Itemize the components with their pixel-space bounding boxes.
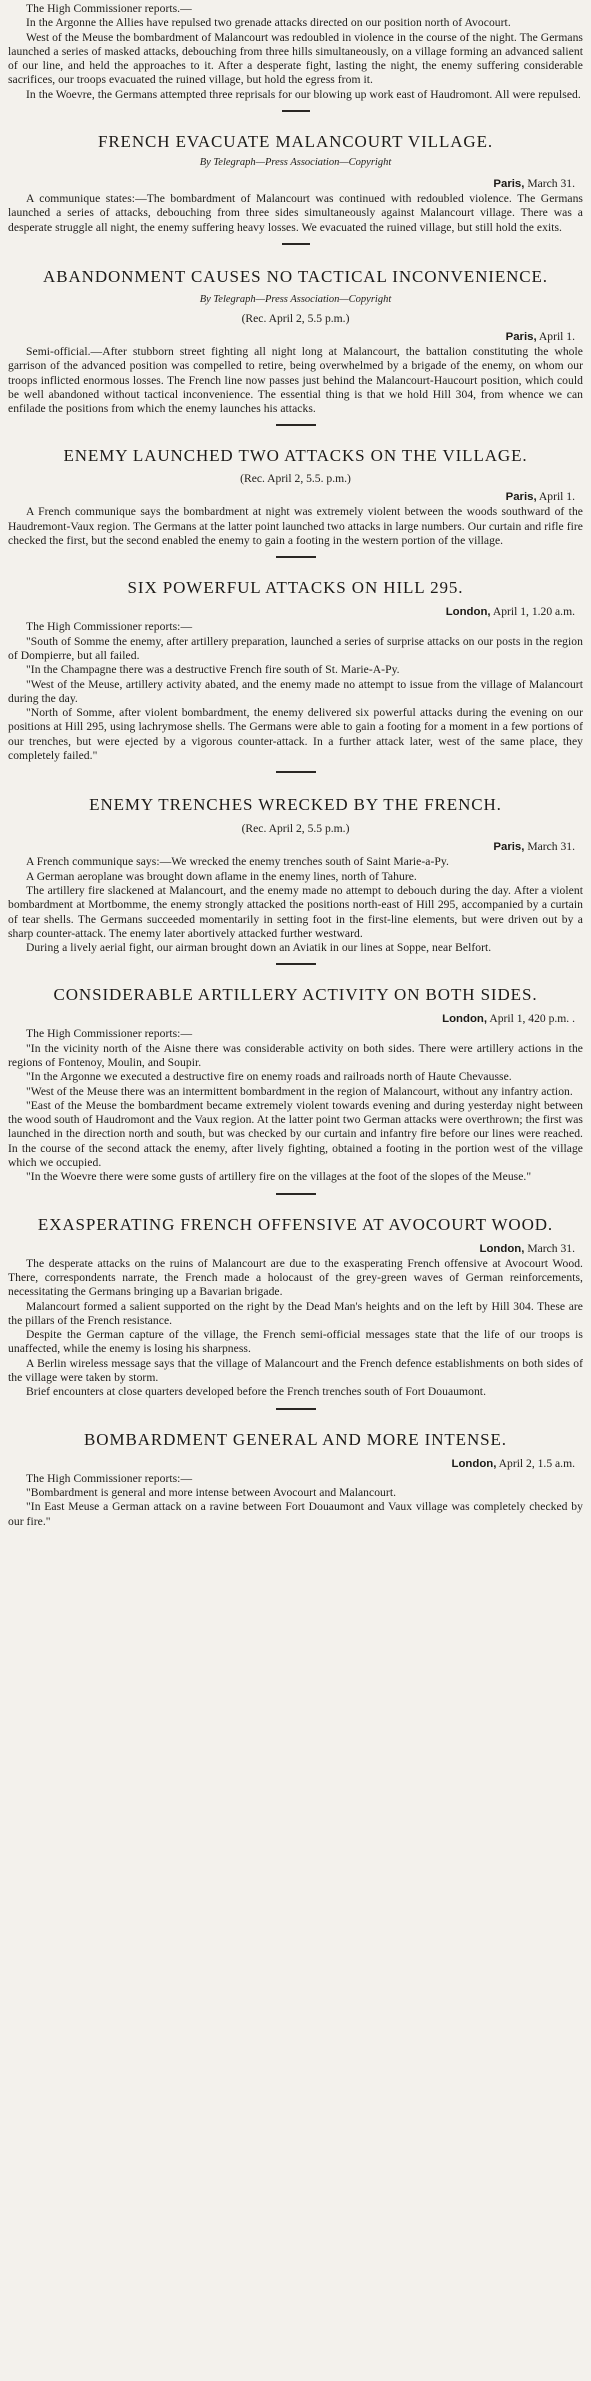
article-trenches-wrecked (8, 795, 583, 965)
article-paragraph: Despite the German capture of the village, the French semi-official messages state that the life of our troops is unaffected, while the enemy is losing his sharpness. (8, 1328, 583, 1356)
section-divider (276, 1408, 316, 1410)
dateline-date: April 1. (538, 329, 575, 343)
article-abandonment (8, 267, 583, 426)
article-paragraph: "In the Argonne we executed a destructive fire on enemy roads and railroads north of Haute Chevausse. (26, 1070, 512, 1084)
dateline-date: April 2, 1.5 a.m. (498, 1456, 575, 1470)
dateline-place: Paris, (505, 330, 537, 343)
article-dateline (8, 176, 583, 192)
article-headline: FRENCH EVACUATE MALANCOURT VILLAGE. (97, 132, 494, 152)
received-time: (Rec. April 2, 5.5 p.m.) (241, 822, 350, 836)
article-paragraph: Semi-official.—After stubborn street fighting all night long at Malancourt, the battalion constituting the whole garrison of the advanced position was compelled to retire, being overwhelmed by a brigade of the enemy, on whom our troops inflicted enormous losses. The French line now passes just behind the Malancourt-Haucourt position, which could be well abandoned without tactical inconvenience. The essential thing is that we hold Hill 304, from whence we can enfilade the positions from which the enemy launches his attacks. (8, 344, 583, 416)
section-divider (276, 771, 316, 773)
dateline-place: London, (479, 1242, 525, 1255)
dateline-place: London, (451, 1457, 497, 1470)
article-avocourt-report (8, 2, 583, 112)
article-paragraph: The High Commissioner reports.— (26, 2, 192, 15)
article-dateline (8, 1456, 583, 1472)
article-paragraph: Malancourt formed a salient supported on the right by the Dead Man's heights and on the left by Hill 304. These are the pillars of the French resistance. (8, 1299, 583, 1327)
article-paragraph: "East of the Meuse the bombardment became extremely violent towards evening and during yesterday night between the wood south of Haudromont and the Vaux region. At the latter point two German attacks were overthrown; the first was launched in the direction north and south, but was checked by our curtain and infantry fire before our lines were reached. In the course of the second attack the enemy, after lively fighting, obtained a footing in the portion west of the village which we occupied. (8, 1098, 583, 1170)
article-paragraph: "West of the Meuse, artillery activity abated, and the enemy made no attempt to issue from the village of Malancourt during the day. (8, 677, 583, 705)
dateline-place: Paris, (505, 491, 537, 504)
dateline-place: Paris, (493, 841, 525, 854)
dateline-date: March 31. (527, 1241, 575, 1255)
section-divider (276, 556, 316, 558)
article-paragraph: The desperate attacks on the ruins of Malancourt are due to the exasperating French offensive at Avocourt Wood. There, correspondents narrate, the French made a holocaust of the grey-green waves of German reinforcements, necessitating the Germans bringing up a Bavarian brigade. (8, 1256, 583, 1299)
dateline-date: April 1, 420 p.m. . (489, 1012, 575, 1026)
section-divider (276, 1193, 316, 1195)
article-paragraph: Brief encounters at close quarters developed before the French trenches south of Fort Douaumont. (26, 1385, 487, 1399)
dateline-date: March 31. (527, 840, 575, 854)
article-paragraph: "North of Somme, after violent bombardment, the enemy delivered six powerful attacks during the evening on our positions at Hill 295, using lachrymose shells. The Germans were able to gain a footing for a moment in a few portions of our trenches, but were ejected by a vigorous counter-attack. In a further attack later, west of the same place, they completely failed." (8, 706, 583, 763)
article-headline: ENEMY TRENCHES WRECKED BY THE FRENCH. (89, 795, 502, 815)
article-paragraph: "In the Woevre there were some gusts of artillery fire on the villages at the foot of the slopes of the Meuse." (26, 1170, 532, 1184)
article-paragraph: In the Argonne the Allies have repulsed two grenade attacks directed on our position north of Avocourt. (26, 16, 511, 30)
article-dateline (8, 489, 583, 505)
article-byline: By Telegraph—Press Association—Copyright (199, 293, 392, 305)
article-paragraph: "West of the Meuse there was an intermittent bombardment in the region of Malancourt, without any infantry action. (26, 1084, 573, 1098)
article-paragraph: "In the Champagne there was a destructive French fire south of St. Marie-A-Py. (26, 663, 400, 677)
article-paragraph: The artillery fire slackened at Malancourt, and the enemy made no attempt to debouch during the day. After a violent bombardment at Mortbomme, the enemy strongly attacked the positions north-east of Hill 295, accompanied by a curtain of tear shells. The Germans succeeded momentarily in setting foot in the first-line elements, but were driven out by a sharp counter-attack. The enemy later abortively attacked further westward. (8, 883, 583, 940)
article-paragraph: The High Commissioner reports:— (26, 620, 193, 634)
article-paragraph: A German aeroplane was brought down aflame in the enemy lines, north of Tahure. (26, 869, 417, 883)
article-paragraph: The High Commissioner reports:— (26, 1471, 193, 1485)
article-headline: SIX POWERFUL ATTACKS ON HILL 295. (127, 578, 464, 598)
article-dateline (8, 604, 583, 620)
article-paragraph: West of the Meuse the bombardment of Malancourt was redoubled in violence in the course of the night. The Germans launched a series of masked attacks, debouching from three hills simultaneously, on a village forming an advanced salient of our line, and held the approaches to it. After a desperate fight, lasting the night, the enemy suffering considerable sacrifices, our troops evacuated the ruined village, but hold the egress from it. (8, 30, 583, 87)
section-divider (282, 110, 310, 112)
article-paragraph: "South of Somme the enemy, after artillery preparation, launched a series of surprise attacks on our posts in the region of Dompierre, but all failed. (8, 634, 583, 662)
article-paragraph: The High Commissioner reports:— (26, 1027, 193, 1041)
article-paragraph: During a lively aerial fight, our airman brought down an Aviatik in our lines at Soppe, near Belfort. (26, 941, 492, 955)
article-headline: ABANDONMENT CAUSES NO TACTICAL INCONVENIENCE. (43, 266, 548, 286)
dateline-place: Paris, (493, 178, 525, 191)
article-paragraph: "In the vicinity north of the Aisne there was considerable activity on both sides. There were artillery actions in the regions of Fontenoy, Moulin, and Soupir. (8, 1041, 583, 1069)
article-paragraph: A French communique says the bombardment at night was extremely violent between the woods southward of the Haudremont-Vaux region. The Germans at the latter point launched two attacks in large numbers. Our curtain and rifle fire checked the first, but the second enabled the enemy to gain a footing in the western portion of the village. (8, 505, 583, 548)
article-hill-295 (8, 578, 583, 773)
article-headline: CONSIDERABLE ARTILLERY ACTIVITY ON BOTH SIDES. (53, 985, 538, 1005)
article-two-attacks (8, 446, 583, 558)
article-paragraph: In the Woevre, the Germans attempted three reprisals for our blowing up work east of Haudromont. All were repulsed. (26, 87, 581, 101)
article-headline: EXASPERATING FRENCH OFFENSIVE AT AVOCOURT WOOD. (37, 1214, 554, 1234)
dateline-date: March 31. (527, 177, 575, 191)
article-dateline (8, 1241, 583, 1257)
section-divider (282, 243, 310, 245)
article-paragraph: A French communique says:—We wrecked the enemy trenches south of Saint Marie-a-Py. (26, 855, 449, 869)
article-french-evacuate (8, 132, 583, 245)
dateline-date: April 1. (538, 490, 575, 504)
article-byline: By Telegraph—Press Association—Copyright (199, 157, 392, 169)
article-dateline (8, 1011, 583, 1027)
article-paragraph: "In East Meuse a German attack on a ravine between Fort Douaumont and Vaux village was completely checked by our fire." (8, 1500, 583, 1528)
received-time: (Rec. April 2, 5.5. p.m.) (240, 472, 351, 486)
dateline-place: London, (445, 606, 491, 619)
article-bombardment-general (8, 1430, 583, 1529)
section-divider (276, 963, 316, 965)
article-artillery-activity (8, 985, 583, 1194)
article-avocourt-wood (8, 1215, 583, 1410)
received-time: (Rec. April 2, 5.5 p.m.) (241, 311, 350, 325)
dateline-place: London, (442, 1013, 488, 1026)
article-dateline (8, 839, 583, 855)
article-paragraph: A communique states:—The bombardment of Malancourt was continued with redoubled violence. The Germans launched a series of attacks, debouching from three sides simultaneously against Malancourt village. There was a desperate struggle all night, the enemy suffering heavy losses. We evacuated the ruined village, but still hold the exits. (8, 192, 583, 234)
section-divider (276, 424, 316, 426)
article-paragraph: A Berlin wireless message says that the village of Malancourt and the French defence establishments on both sides of the village were taken by storm. (8, 1356, 583, 1385)
article-dateline (8, 329, 583, 345)
article-paragraph: "Bombardment is general and more intense between Avocourt and Malancourt. (26, 1485, 397, 1499)
dateline-date: April 1, 1.20 a.m. (492, 605, 575, 619)
article-headline: ENEMY LAUNCHED TWO ATTACKS ON THE VILLAGE. (63, 446, 528, 466)
article-headline: BOMBARDMENT GENERAL AND MORE INTENSE. (84, 1429, 507, 1449)
